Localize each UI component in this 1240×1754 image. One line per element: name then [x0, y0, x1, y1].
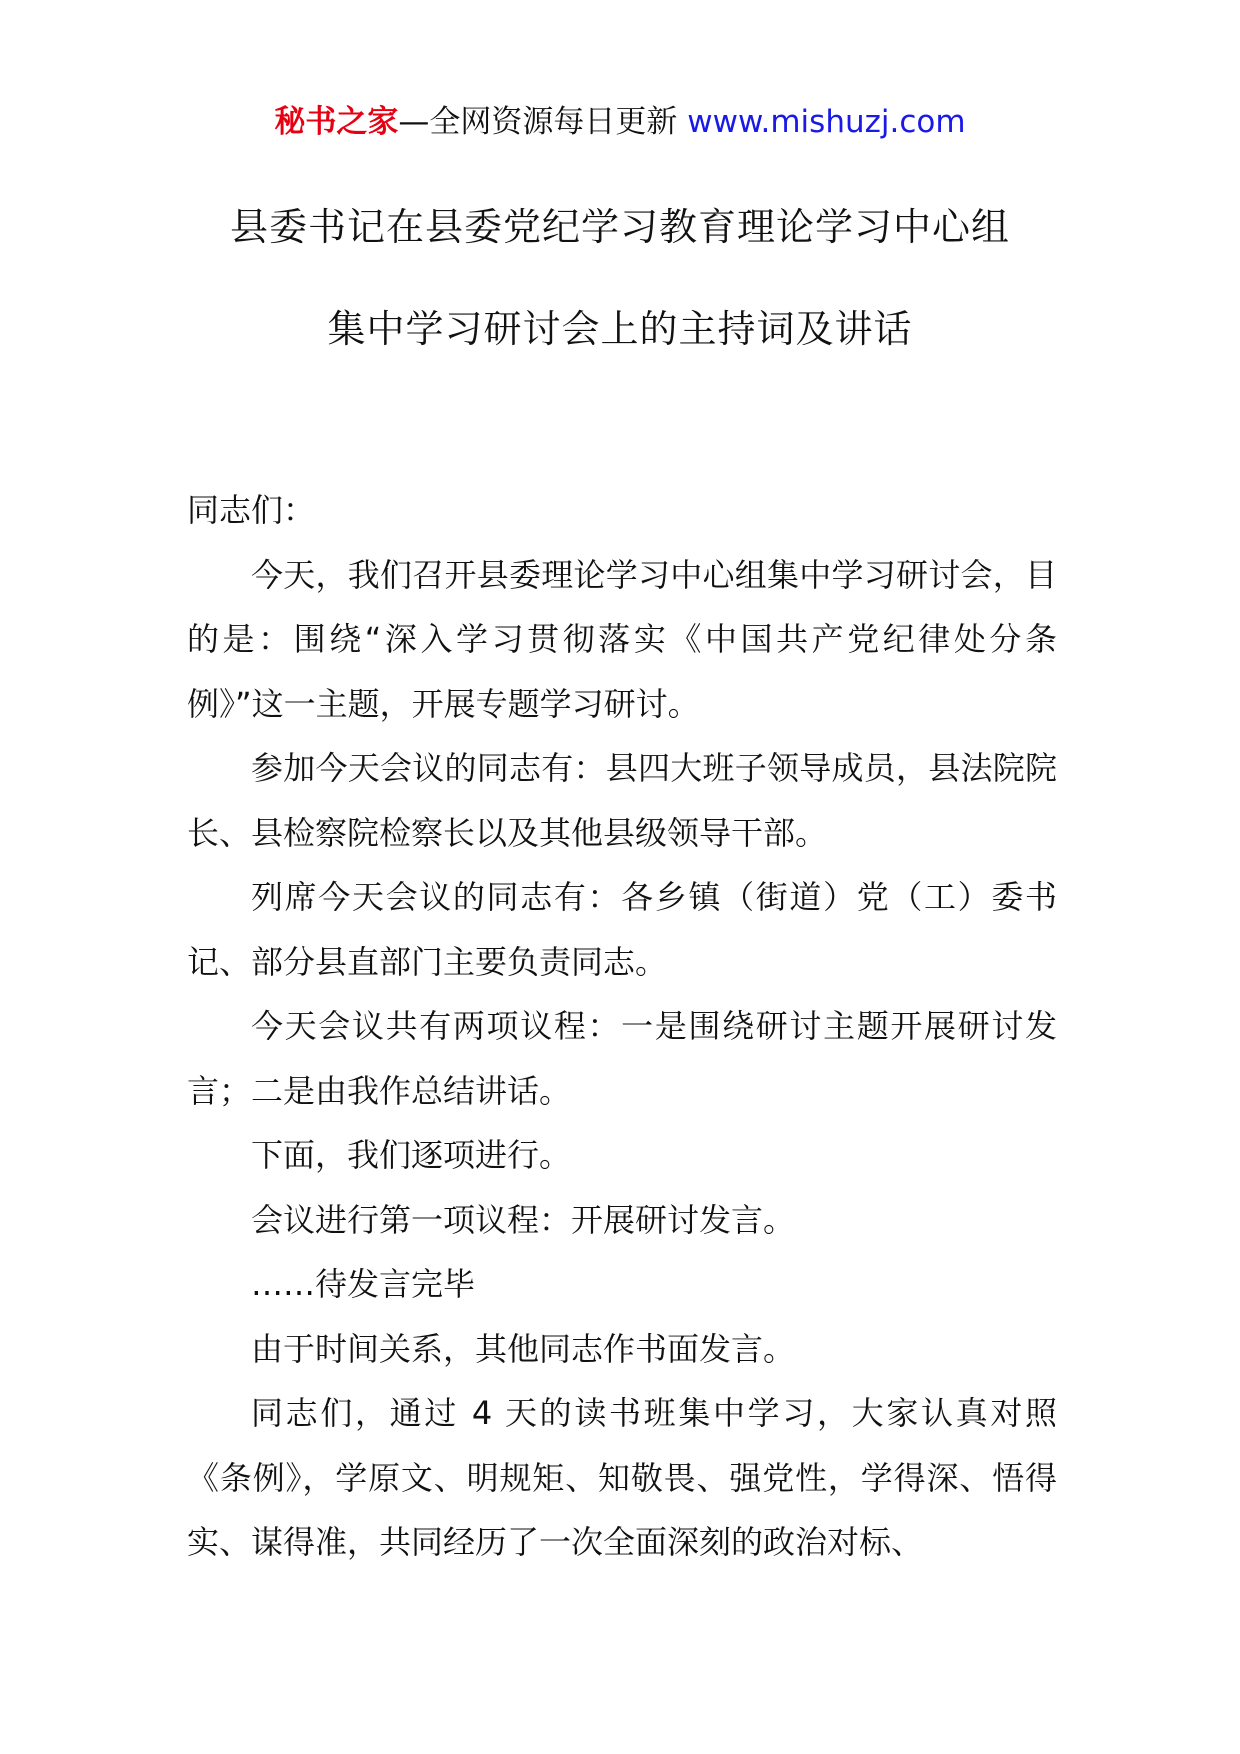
- paragraph: 由于时间关系，其他同志作书面发言。: [251, 1329, 796, 1368]
- paragraph: ……待发言完毕: [251, 1265, 476, 1303]
- header-banner: [0, 100, 1240, 144]
- salutation: 同志们：: [187, 491, 316, 529]
- document-title-line-2: 集中学习研讨会上的主持词及讲话: [327, 307, 913, 351]
- paragraph: 列席今天会议的同志有：各乡镇（街道）党（工）委书记、部分县直部门主要负责同志。: [187, 878, 1057, 981]
- paragraph: 参加今天会议的同志有：县四大班子领导成员，县法院院长、县检察院检察长以及其他县级领导干部。: [187, 749, 1057, 852]
- document-title-line-1: 县委书记在县委党纪学习教育理论学习中心组: [229, 205, 1010, 249]
- paragraph: 下面，我们逐项进行。: [251, 1136, 572, 1174]
- brand-name: 秘书之家: [274, 104, 399, 140]
- paragraph: 会议进行第一项议程：开展研讨发言。: [251, 1200, 796, 1239]
- paragraph: 今天会议共有两项议程：一是围绕研讨主题开展研讨发言；二是由我作总结讲话。: [187, 1007, 1057, 1110]
- paragraph: 今天，我们召开县委理论学习中心组集中学习研讨会，目的是：围绕“深入学习贯彻落实《中国共产党纪律处分条例》”这一主题，开展专题学习研讨。: [187, 555, 1057, 723]
- header-tagline: —全网资源每日更新: [398, 104, 678, 140]
- paragraph: 同志们，通过 4 天的读书班集中学习，大家认真对照《条例》，学原文、明规矩、知敬畏、强党性，学得深、悟得实、谋得准，共同经历了一次全面深刻的政治对标、: [187, 1394, 1057, 1561]
- document-body: [187, 478, 1057, 1575]
- site-link[interactable]: www.mishuzj.com: [687, 104, 966, 140]
